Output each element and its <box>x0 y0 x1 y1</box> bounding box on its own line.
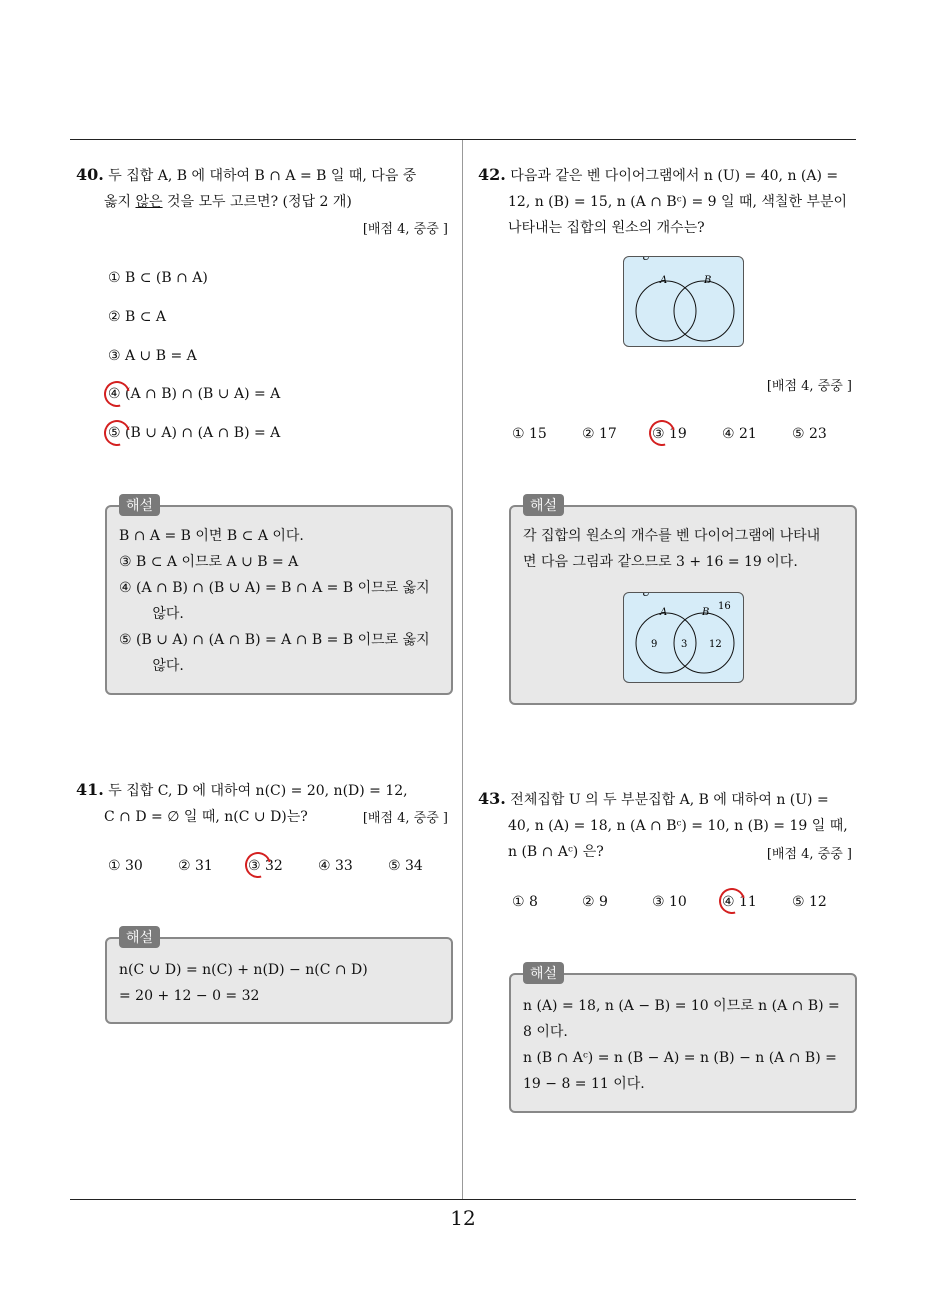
underlined-word: 않은 <box>135 194 163 210</box>
venn-diagram <box>623 256 744 347</box>
answer-mark-icon <box>644 415 680 451</box>
page-number: 12 <box>450 1206 476 1230</box>
option-3[interactable]: ③ 19 <box>652 426 687 442</box>
question-42-line1: 42. 다음과 같은 벤 다이어그램에서 n (U) = 40, n (A) = <box>478 165 839 184</box>
option-4[interactable]: ④ 33 <box>318 858 353 874</box>
question-42-line2: 12, n (B) = 15, n (A ∩ Bᶜ) = 9 일 때, 색칠한 부분이 <box>508 194 847 210</box>
label-u: U <box>642 257 651 263</box>
question-41-score: [배점 4, 중중 ] <box>362 811 448 826</box>
question-43-line1: 43. 전체집합 U 의 두 부분집합 A, B 에 대하여 n (U) = <box>478 789 829 808</box>
venn-svg <box>624 257 743 346</box>
question-42-line3: 나타내는 집합의 원소의 개수는? <box>508 220 705 236</box>
option-5[interactable]: ⑤ 34 <box>388 858 423 874</box>
question-43-line2: 40, n (A) = 18, n (A ∩ Bᶜ) = 10, n (B) = 19 일 때, <box>508 818 848 834</box>
question-42 <box>478 162 858 241</box>
count-outside: 16 <box>718 601 731 612</box>
option-4[interactable]: ④ (A ∩ B) ∩ (B ∪ A) = A <box>108 386 281 402</box>
label-a: A <box>660 607 668 618</box>
answer-mark-icon <box>240 847 276 883</box>
count-b-only: 12 <box>709 639 722 650</box>
column-divider <box>462 140 463 1200</box>
venn-diagram-solution <box>623 592 744 683</box>
question-number: 41. <box>76 780 104 799</box>
bottom-rule <box>70 1199 856 1200</box>
question-41-line2: C ∩ D = ∅ 일 때, n(C ∪ D)는? <box>104 809 308 825</box>
answer-mark-icon <box>99 415 135 451</box>
option-2[interactable]: ② 17 <box>582 426 617 442</box>
label-u: U <box>642 593 651 599</box>
question-40-line1: 40. 두 집합 A, B 에 대하여 B ∩ A = B 일 때, 다음 중 <box>76 165 417 184</box>
solution-tag: 해설 <box>523 494 564 516</box>
set-b-circle <box>674 281 734 341</box>
question-number: 42. <box>478 165 506 184</box>
solution-tag: 해설 <box>523 962 564 984</box>
option-1[interactable]: ① 30 <box>108 858 143 874</box>
count-a-only: 9 <box>651 639 658 650</box>
option-2[interactable]: ② 31 <box>178 858 213 874</box>
venn-svg <box>624 593 743 682</box>
option-3[interactable]: ③ 32 <box>248 858 283 874</box>
set-a-circle <box>636 281 696 341</box>
option-5[interactable]: ⑤ (B ∪ A) ∩ (A ∩ B) = A <box>108 425 281 441</box>
count-both: 3 <box>681 639 688 650</box>
option-1[interactable]: ① B ⊂ (B ∩ A) <box>108 270 208 286</box>
label-b: B <box>704 275 712 286</box>
solution-tag: 해설 <box>119 926 160 948</box>
solution-box: B ∩ A = B 이면 B ⊂ A 이다. ③ B ⊂ A 이므로 A ∪ B = A ④ (A ∩ B) ∩ (B ∪ A) = B ∩ A = B 이므로 옳지 않다. ⑤ (B ∪ A) ∩ (A ∩ B) = A ∩ B = B 이므로 옳지 않다. <box>105 505 453 695</box>
option-2[interactable]: ② B ⊂ A <box>108 309 167 325</box>
solution-tag: 해설 <box>119 494 160 516</box>
question-40-line2: 옳지 않은 것을 모두 고르면? (정답 2 개) <box>104 194 352 210</box>
question-40-score: [배점 4, 중중 ] <box>362 222 448 237</box>
solution-box: n(C ∪ D) = n(C) + n(D) − n(C ∩ D) = 20 + 12 − 0 = 32 <box>105 937 453 1024</box>
question-number: 40. <box>76 165 104 184</box>
solution-box: 각 집합의 원소의 개수를 벤 다이어그램에 나타내 면 다음 그림과 같으므로 3 + 16 = 19 이다. <box>509 505 857 705</box>
question-43-line3: n (B ∩ Aᶜ) 은? <box>508 844 604 860</box>
option-1[interactable]: ① 15 <box>512 426 547 442</box>
option-4[interactable]: ④ 21 <box>722 426 757 442</box>
question-number: 43. <box>478 789 506 808</box>
answer-mark-icon <box>99 376 135 412</box>
question-42-score: [배점 4, 중중 ] <box>766 379 852 394</box>
label-a: A <box>660 275 668 286</box>
option-1[interactable]: ① 8 <box>512 894 538 910</box>
question-41-line1: 41. 두 집합 C, D 에 대하여 n(C) = 20, n(D) = 12, <box>76 780 408 799</box>
question-43-score: [배점 4, 중중 ] <box>766 847 852 862</box>
answer-mark-icon <box>714 883 750 919</box>
option-5[interactable]: ⑤ 12 <box>792 894 827 910</box>
option-4[interactable]: ④ 11 <box>722 894 757 910</box>
question-40 <box>76 162 456 215</box>
option-2[interactable]: ② 9 <box>582 894 608 910</box>
solution-box: n (A) = 18, n (A − B) = 10 이므로 n (A ∩ B) = 8 이다. n (B ∩ Aᶜ) = n (B − A) = n (B) − n (A ∩ B) = 19 − 8 = 11 이다. <box>509 973 857 1113</box>
option-5[interactable]: ⑤ 23 <box>792 426 827 442</box>
top-rule <box>70 139 856 140</box>
option-3[interactable]: ③ 10 <box>652 894 687 910</box>
label-b: B <box>702 607 710 618</box>
option-3[interactable]: ③ A ∪ B = A <box>108 348 197 364</box>
